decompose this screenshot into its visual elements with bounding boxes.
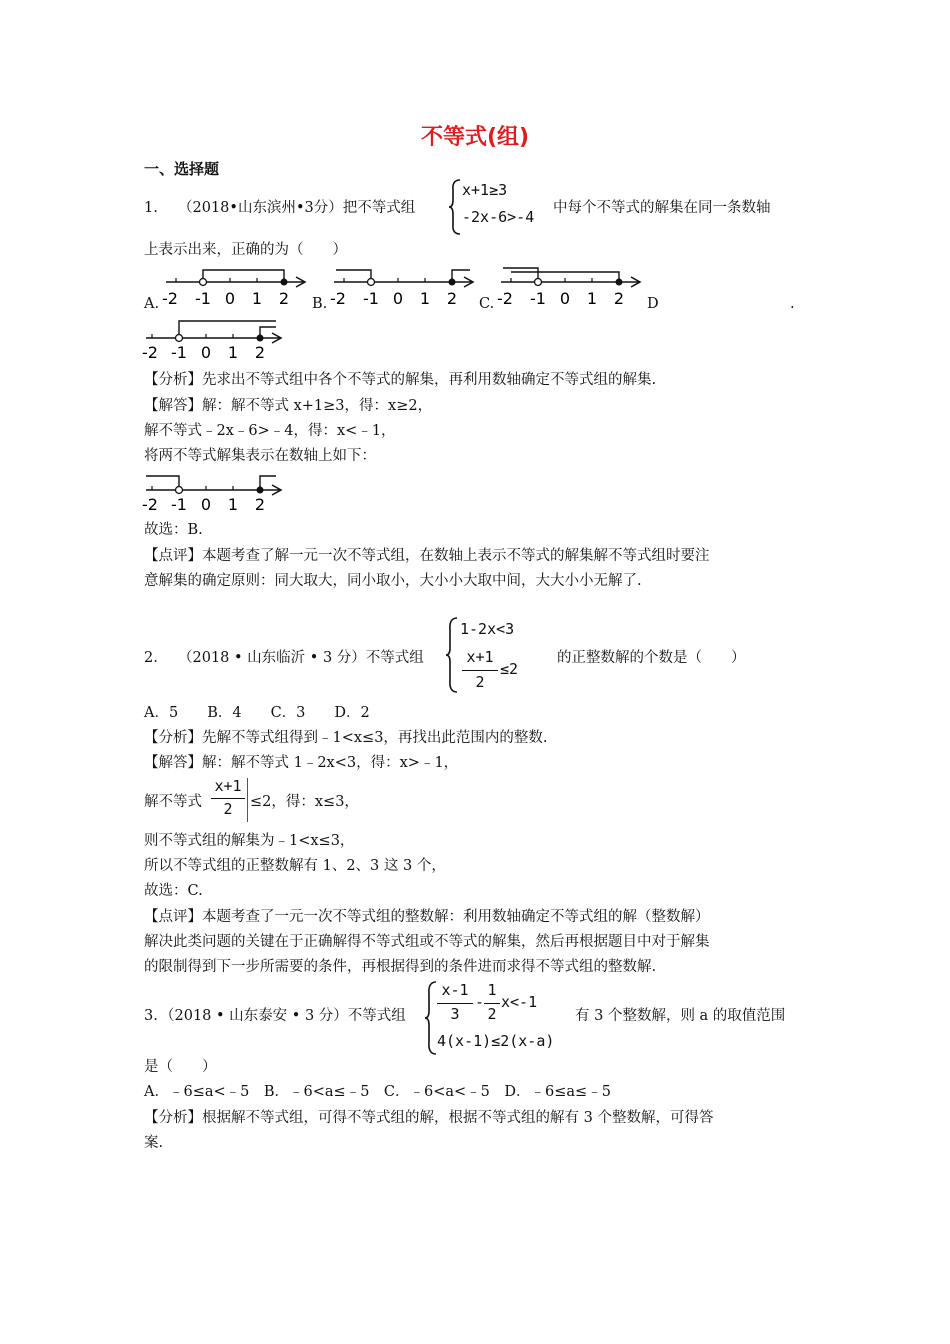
- q3-frac1-bar: [437, 1003, 473, 1004]
- page-title: 不等式(组): [420, 125, 530, 150]
- q3-frac2-bar: [484, 1003, 500, 1004]
- q1-solution-line1: 【解答】解：解不等式 x+1≥3，得：x≥2，: [144, 398, 433, 414]
- q2-fraction-bar: [462, 670, 498, 671]
- q1-solution-line3: 将两不等式解集表示在数轴上如下：: [144, 448, 376, 464]
- q1-option-c-label: C.: [479, 296, 495, 312]
- q1-stem-tail: 中每个不等式的解集在同一条数轴: [553, 200, 771, 216]
- q1-comment-line1: 【点评】本题考查了解一元一次不等式组，在数轴上表示不等式的解集解不等式组时要注: [144, 548, 710, 564]
- section-heading: 一、选择题: [144, 160, 220, 178]
- q3-frac1-denominator: 3: [450, 1005, 460, 1023]
- tick-label: 0: [200, 343, 212, 362]
- q2-solution-frac-den: 2: [223, 800, 233, 818]
- q1-solution-line2: 解不等式﹣2x﹣6>﹣4，得：x<﹣1，: [144, 423, 396, 439]
- tick-label: -2: [162, 289, 178, 308]
- q3-system-brace: [424, 980, 438, 1056]
- tick-label: -2: [330, 289, 346, 308]
- tick-label: 1: [586, 289, 598, 308]
- q2-source: （2018 • 山东临沂 • 3 分）不等式组: [178, 650, 424, 666]
- tick-label: 1: [227, 343, 239, 362]
- q3-minus-sign: -: [475, 993, 485, 1011]
- q2-comment-line1: 【点评】本题考查了一元一次不等式组的整数解：利用数轴确定不等式组的解（整数解）: [144, 909, 710, 925]
- q1-option-d-number-line: [142, 318, 292, 364]
- q3-frac2-denominator: 2: [487, 1005, 497, 1023]
- q1-option-a-number-line: [162, 262, 312, 312]
- q1-analysis: 【分析】先求出不等式组中各个不等式的解集，再利用数轴确定不等式组的解集.: [144, 372, 657, 388]
- q1-system-line1: x+1≥3: [462, 181, 508, 199]
- q1-source: （2018•山东滨州•3分）把不等式组: [178, 200, 416, 216]
- q2-fraction-relation: ≤2: [500, 660, 519, 678]
- q2-stem-tail: 的正整数解的个数是（ ）: [557, 650, 746, 666]
- tick-label: 0: [200, 495, 212, 514]
- q2-fraction-denominator: 2: [475, 673, 485, 691]
- q3-source: （2018 • 山东泰安 • 3 分）不等式组: [160, 1008, 406, 1024]
- tick-label: -1: [171, 495, 187, 514]
- tick-label: 2: [278, 289, 290, 308]
- q3-stem-line2: 是（ ）: [144, 1059, 217, 1075]
- q2-solution-line1: 【解答】解：解不等式 1﹣2x<3，得：x>﹣1，: [144, 755, 459, 771]
- tick-label: -2: [142, 343, 158, 362]
- q2-solution-line2-prefix: 解不等式: [144, 794, 202, 810]
- q1-option-d-label: D: [647, 296, 659, 312]
- q1-number: 1.: [144, 200, 158, 216]
- q1-solution-number-line: [142, 470, 292, 516]
- q1-option-a-label: A.: [144, 296, 160, 312]
- q2-comment-line3: 的限制得到下一步所需要的条件，再根据得到的条件进而求得不等式组的整数解.: [144, 959, 657, 975]
- tick-label: 1: [251, 289, 263, 308]
- q3-analysis-line2: 案.: [144, 1135, 164, 1151]
- tick-label: -1: [530, 289, 546, 308]
- q1-system-brace: [448, 178, 462, 236]
- q1-option-b-label: B.: [312, 296, 328, 312]
- q2-system-line1: 1-2x<3: [460, 620, 515, 638]
- q2-analysis: 【分析】先解不等式组得到﹣1<x≤3，再找出此范围内的整数.: [144, 730, 548, 746]
- tick-label: 2: [254, 495, 266, 514]
- tick-label: 1: [227, 495, 239, 514]
- q3-system-line2: 4(x-1)≤2(x-a): [437, 1032, 555, 1050]
- q1-comment-line2: 意解集的确定原则：同大取大，同小取小，大小小大取中间，大大小小无解了.: [144, 573, 642, 589]
- q1-stem-line2: 上表示出来，正确的为（ ）: [144, 242, 347, 258]
- q3-line1-tail: x<-1: [501, 993, 538, 1011]
- q3-analysis-line1: 【分析】根据解不等式组，可得不等式组的解，根据不等式组的解有 3 个整数解，可得答: [144, 1110, 714, 1126]
- q3-frac2-numerator: 1: [487, 981, 497, 999]
- q2-answer: 故选：C.: [144, 883, 203, 899]
- tick-label: 1: [419, 289, 431, 308]
- q2-comment-line2: 解决此类问题的关键在于正确解得不等式组或不等式的解集，然后再根据题目中对于解集: [144, 934, 710, 950]
- tick-label: 2: [446, 289, 458, 308]
- q3-frac1-numerator: x-1: [441, 981, 469, 999]
- q3-number: 3.: [144, 1008, 158, 1024]
- tick-label: -1: [171, 343, 187, 362]
- tick-label: 2: [613, 289, 625, 308]
- q2-fraction-numerator: x+1: [466, 648, 494, 666]
- tick-label: -1: [195, 289, 211, 308]
- tick-label: 0: [392, 289, 404, 308]
- tick-label: -2: [497, 289, 513, 308]
- q1-option-d-dot: .: [790, 296, 795, 312]
- q3-options: A．﹣6≤a<﹣5 B．﹣6<a≤﹣5 C．﹣6<a<﹣5 D．﹣6≤a≤﹣5: [144, 1084, 611, 1100]
- q2-solution-frac-bar: [211, 798, 245, 799]
- tick-label: 0: [559, 289, 571, 308]
- q2-solution-line2-suffix: ≤2，得：x≤3，: [250, 794, 359, 810]
- tick-label: -1: [363, 289, 379, 308]
- q1-option-c-number-line: [497, 262, 647, 312]
- q2-number: 2.: [144, 650, 158, 666]
- q3-stem-tail: 有 3 个整数解，则 a 的取值范围: [575, 1008, 786, 1024]
- q2-solution-line3: 则不等式组的解集为﹣1<x≤3，: [144, 833, 355, 849]
- q2-options: A．5 B．4 C．3 D．2: [144, 705, 370, 721]
- q2-solution-line4: 所以不等式组的正整数解有 1、2、3 这 3 个，: [144, 858, 446, 874]
- q2-formula-edge: [247, 778, 248, 822]
- q1-option-b-number-line: [330, 262, 480, 312]
- tick-label: 2: [254, 343, 266, 362]
- tick-label: -2: [142, 495, 158, 514]
- q2-solution-frac-num: x+1: [214, 777, 242, 795]
- q2-system-brace: [445, 616, 459, 694]
- q1-answer: 故选：B.: [144, 522, 203, 538]
- q1-system-line2: -2x-6>-4: [462, 208, 535, 226]
- tick-label: 0: [224, 289, 236, 308]
